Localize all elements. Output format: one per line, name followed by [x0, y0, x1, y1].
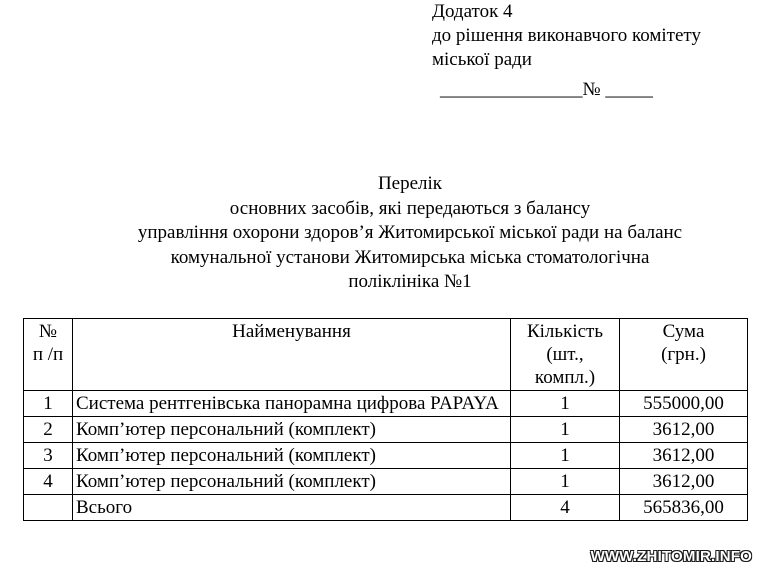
row-number: 3 — [24, 443, 73, 469]
row-name: Комп’ютер персональний (комплект) — [73, 443, 511, 469]
row-sum: 3612,00 — [620, 469, 748, 495]
decision-number-line: _______________№ _____ — [440, 79, 653, 100]
table-row — [24, 417, 748, 443]
header-sum-line1: Сума — [662, 321, 705, 342]
table-header-row — [24, 319, 748, 391]
header-number-line1: № — [38, 321, 58, 342]
header-name: Найменування — [73, 319, 511, 391]
document-title — [60, 172, 760, 295]
table-row — [24, 391, 748, 417]
appendix-council: міської ради — [432, 49, 532, 70]
header-quantity-line2: (шт., — [546, 344, 584, 365]
header-sum — [620, 319, 748, 391]
assets-table — [23, 318, 748, 521]
table-row — [24, 443, 748, 469]
row-quantity: 1 — [511, 469, 620, 495]
title-line-4: комунальної установи Житомирська міська стоматологічна — [170, 246, 650, 268]
row-number: 1 — [24, 391, 73, 417]
header-sum-line2: (грн.) — [661, 344, 706, 365]
table-row — [24, 469, 748, 495]
row-name: Комп’ютер персональний (комплект) — [73, 469, 511, 495]
row-quantity: 1 — [511, 443, 620, 469]
row-number: 2 — [24, 417, 73, 443]
total-number — [24, 495, 73, 521]
total-label: Всього — [73, 495, 511, 521]
row-name: Комп’ютер персональний (комплект) — [73, 417, 511, 443]
title-line-5: поліклініка №1 — [348, 271, 472, 292]
row-sum: 3612,00 — [620, 417, 748, 443]
site-watermark: WWW.ZHITOMIR.INFO — [590, 548, 752, 565]
appendix-header — [432, 0, 701, 102]
row-name: Система рентгенівська панорамна цифрова PAPAYA — [73, 391, 511, 417]
row-number: 4 — [24, 469, 73, 495]
header-number — [24, 319, 73, 391]
title-line-2: основних засобів, які передаються з балансу — [229, 197, 591, 219]
header-quantity-line3: компл.) — [534, 367, 596, 388]
total-row — [24, 495, 748, 521]
header-number-line2: п /п — [32, 344, 64, 365]
appendix-decision-ref: до рішення виконавчого комітету — [432, 25, 701, 46]
title-line-3: управління охорони здоров’я Житомирської міської ради на баланс — [137, 222, 683, 243]
appendix-number: Додаток 4 — [432, 1, 513, 22]
row-sum: 555000,00 — [620, 391, 748, 417]
title-line-1: Перелік — [377, 173, 443, 194]
total-quantity: 4 — [511, 495, 620, 521]
row-quantity: 1 — [511, 417, 620, 443]
total-sum: 565836,00 — [620, 495, 748, 521]
row-quantity: 1 — [511, 391, 620, 417]
header-quantity-line1: Кількість — [526, 321, 603, 342]
header-quantity — [511, 319, 620, 391]
row-sum: 3612,00 — [620, 443, 748, 469]
